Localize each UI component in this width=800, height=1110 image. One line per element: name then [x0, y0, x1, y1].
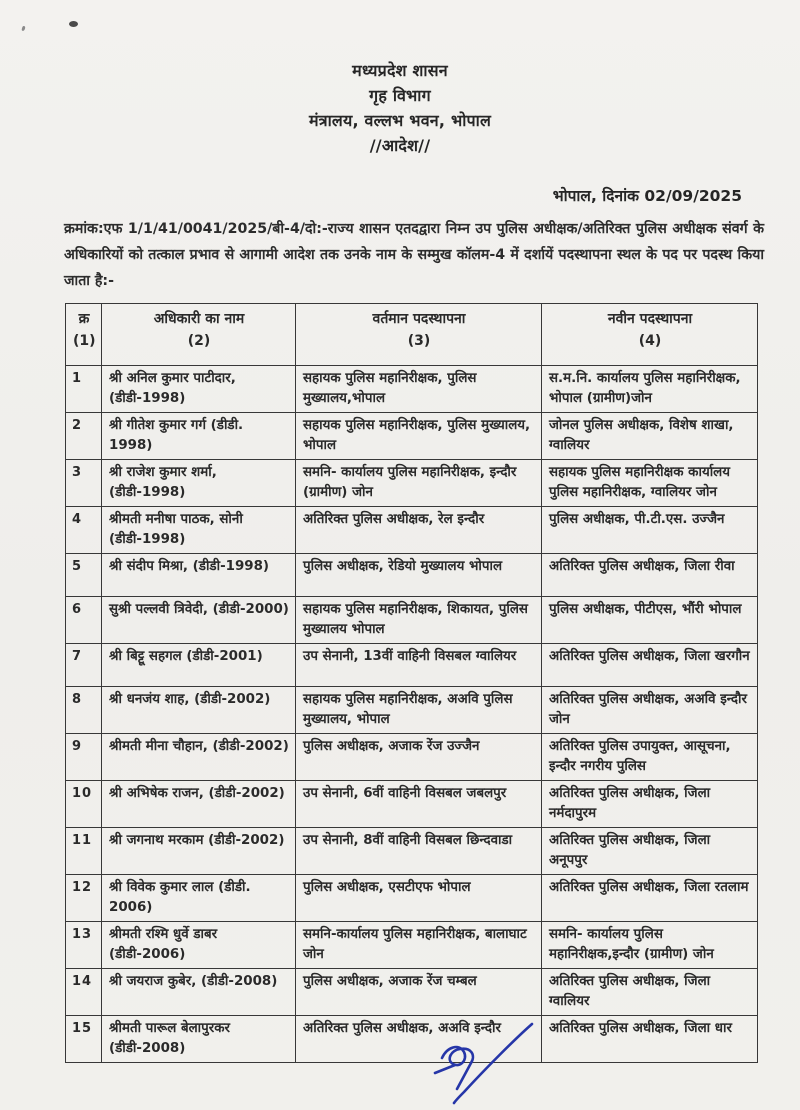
new-posting-cell: अतिरिक्त पुलिस अधीक्षक, जिला ग्वालियर: [542, 969, 758, 1016]
officer-name-cell: श्री गीतेश कुमार गर्ग (डीडी. 1998): [102, 413, 296, 460]
current-posting-cell: पुलिस अधीक्षक, अजाक रेंज चम्बल: [296, 969, 542, 1016]
current-posting-cell: सहायक पुलिस महानिरीक्षक, अअवि पुलिस मुख्यालय, भोपाल: [296, 687, 542, 734]
table-row: [66, 644, 758, 687]
serial-cell: 6: [66, 597, 102, 644]
document-header: [0, 58, 800, 158]
officer-name-cell: श्री जयराज कुबेर, (डीडी-2008): [102, 969, 296, 1016]
current-posting-cell: सहायक पुलिस महानिरीक्षक, पुलिस मुख्यालय,भोपाल: [296, 366, 542, 413]
officer-name-cell: श्रीमती पारूल बेलापुरकर (डीडी-2008): [102, 1016, 296, 1063]
current-posting-cell: सहायक पुलिस महानिरीक्षक, शिकायत, पुलिस मुख्यालय भोपाल: [296, 597, 542, 644]
table-row: [66, 875, 758, 922]
current-posting-cell: पुलिस अधीक्षक, अजाक रेंज उज्जैन: [296, 734, 542, 781]
officer-name-cell: श्री धनजंय शाह, (डीडी-2002): [102, 687, 296, 734]
current-posting-cell: सहायक पुलिस महानिरीक्षक, पुलिस मुख्यालय, भोपाल: [296, 413, 542, 460]
table-row: [66, 734, 758, 781]
new-posting-cell: सहायक पुलिस महानिरीक्षक कार्यालय पुलिस महानिरीक्षक, ग्वालियर जोन: [542, 460, 758, 507]
current-posting-cell: पुलिस अधीक्षक, रेडियो मुख्यालय भोपाल: [296, 554, 542, 597]
transfer-table-body: [66, 366, 758, 1063]
serial-cell: 3: [66, 460, 102, 507]
current-posting-cell: पुलिस अधीक्षक, एसटीएफ भोपाल: [296, 875, 542, 922]
new-posting-cell: पुलिस अधीक्षक, पीटीएस, भौंरी भोपाल: [542, 597, 758, 644]
serial-cell: 15: [66, 1016, 102, 1063]
table-row: [66, 781, 758, 828]
serial-cell: 12: [66, 875, 102, 922]
officer-name-cell: श्रीमती रश्मि धुर्वे डाबर (डीडी-2006): [102, 922, 296, 969]
order-paragraph: क्रमांक:एफ 1/1/41/0041/2025/बी-4/दो:-राज्य शासन एतदद्वारा निम्न उप पुलिस अधीक्षक/अतिरिक्त पुलिस अधीक्षक संवर्ग के अधिकारियों को तत्काल प्रभाव से आगामी आदेश तक उनके नाम के सम्मुख कॉलम-4 में दर्शायें पदस्थापना स्थल के पद पर पदस्थ किया जाता है:-: [64, 221, 764, 289]
table-row: [66, 507, 758, 554]
officer-name-cell: श्रीमती मीना चौहान, (डीडी-2002): [102, 734, 296, 781]
current-posting-cell: अतिरिक्त पुलिस अधीक्षक, रेल इन्दौर: [296, 507, 542, 554]
transfer-table-header: [66, 304, 758, 366]
current-posting-cell: अतिरिक्त पुलिस अधीक्षक, अअवि इन्दौर: [296, 1016, 542, 1063]
column-header-new-posting: नवीन पदस्थापना (4): [542, 304, 758, 366]
officer-name-cell: श्री राजेश कुमार शर्मा, (डीडी-1998): [102, 460, 296, 507]
new-posting-cell: समनि- कार्यालय पुलिस महानिरीक्षक,इन्दौर (ग्रामीण) जोन: [542, 922, 758, 969]
place-date-line: भोपाल, दिनांक 02/09/2025: [552, 187, 742, 205]
serial-cell: 14: [66, 969, 102, 1016]
new-posting-cell: स.म.नि. कार्यालय पुलिस महानिरीक्षक, भोपाल (ग्रामीण)जोन: [542, 366, 758, 413]
table-row: [66, 460, 758, 507]
new-posting-cell: अतिरिक्त पुलिस अधीक्षक, अअवि इन्दौर जोन: [542, 687, 758, 734]
header-order-title: //आदेश//: [369, 136, 431, 155]
column-header-current-posting: वर्तमान पदस्थापना (3): [296, 304, 542, 366]
new-posting-cell: अतिरिक्त पुलिस अधीक्षक, जिला रतलाम: [542, 875, 758, 922]
table-row: [66, 969, 758, 1016]
officer-name-cell: श्री जगनाथ मरकाम (डीडी-2002): [102, 828, 296, 875]
table-row: [66, 413, 758, 460]
officer-name-cell: श्री अनिल कुमार पाटीदार, (डीडी-1998): [102, 366, 296, 413]
new-posting-cell: अतिरिक्त पुलिस अधीक्षक, जिला रीवा: [542, 554, 758, 597]
table-row: [66, 554, 758, 597]
serial-cell: 4: [66, 507, 102, 554]
column-header-serial: क्र (1): [66, 304, 102, 366]
serial-cell: 2: [66, 413, 102, 460]
new-posting-cell: पुलिस अधीक्षक, पी.टी.एस. उज्जैन: [542, 507, 758, 554]
current-posting-cell: उप सेनानी, 6वीं वाहिनी विसबल जबलपुर: [296, 781, 542, 828]
serial-cell: 11: [66, 828, 102, 875]
current-posting-cell: समनि-कार्यालय पुलिस महानिरीक्षक, बालाघाट जोन: [296, 922, 542, 969]
table-row: [66, 687, 758, 734]
header-department-name: गृह विभाग: [369, 86, 431, 105]
transfer-table: [65, 303, 758, 1063]
table-header-row: [66, 304, 758, 366]
signature-ink: [428, 1018, 558, 1110]
officer-name-cell: श्रीमती मनीषा पाठक, सोनी (डीडी-1998): [102, 507, 296, 554]
scan-speck: [69, 21, 78, 27]
new-posting-cell: अतिरिक्त पुलिस अधीक्षक, जिला खरगौन: [542, 644, 758, 687]
table-row: [66, 366, 758, 413]
serial-cell: 5: [66, 554, 102, 597]
header-government-name: मध्यप्रदेश शासन: [352, 61, 448, 80]
new-posting-cell: अतिरिक्त पुलिस अधीक्षक, जिला धार: [542, 1016, 758, 1063]
header-address-line: मंत्रालय, वल्लभ भवन, भोपाल: [308, 111, 492, 130]
officer-name-cell: श्री संदीप मिश्रा, (डीडी-1998): [102, 554, 296, 597]
new-posting-cell: जोनल पुलिस अधीक्षक, विशेष शाखा, ग्वालियर: [542, 413, 758, 460]
serial-cell: 13: [66, 922, 102, 969]
serial-cell: 8: [66, 687, 102, 734]
new-posting-cell: अतिरिक्त पुलिस अधीक्षक, जिला अनूपपुर: [542, 828, 758, 875]
table-row: [66, 922, 758, 969]
serial-cell: 1: [66, 366, 102, 413]
table-row: [66, 828, 758, 875]
officer-name-cell: श्री बिट्टू सहगल (डीडी-2001): [102, 644, 296, 687]
scan-speck: [21, 26, 25, 32]
serial-cell: 9: [66, 734, 102, 781]
table-row: [66, 1016, 758, 1063]
current-posting-cell: समनि- कार्यालय पुलिस महानिरीक्षक, इन्दौर (ग्रामीण) जोन: [296, 460, 542, 507]
current-posting-cell: उप सेनानी, 8वीं वाहिनी विसबल छिन्दवाडा: [296, 828, 542, 875]
column-header-officer-name: अधिकारी का नाम (2): [102, 304, 296, 366]
officer-name-cell: सुश्री पल्लवी त्रिवेदी, (डीडी-2000): [102, 597, 296, 644]
officer-name-cell: श्री अभिषेक राजन, (डीडी-2002): [102, 781, 296, 828]
serial-cell: 10: [66, 781, 102, 828]
serial-cell: 7: [66, 644, 102, 687]
new-posting-cell: अतिरिक्त पुलिस अधीक्षक, जिला नर्मदापुरम: [542, 781, 758, 828]
table-row: [66, 597, 758, 644]
officer-name-cell: श्री विवेक कुमार लाल (डीडी. 2006): [102, 875, 296, 922]
current-posting-cell: उप सेनानी, 13वीं वाहिनी विसबल ग्वालियर: [296, 644, 542, 687]
new-posting-cell: अतिरिक्त पुलिस उपायुक्त, आसूचना, इन्दौर नगरीय पुलिस: [542, 734, 758, 781]
